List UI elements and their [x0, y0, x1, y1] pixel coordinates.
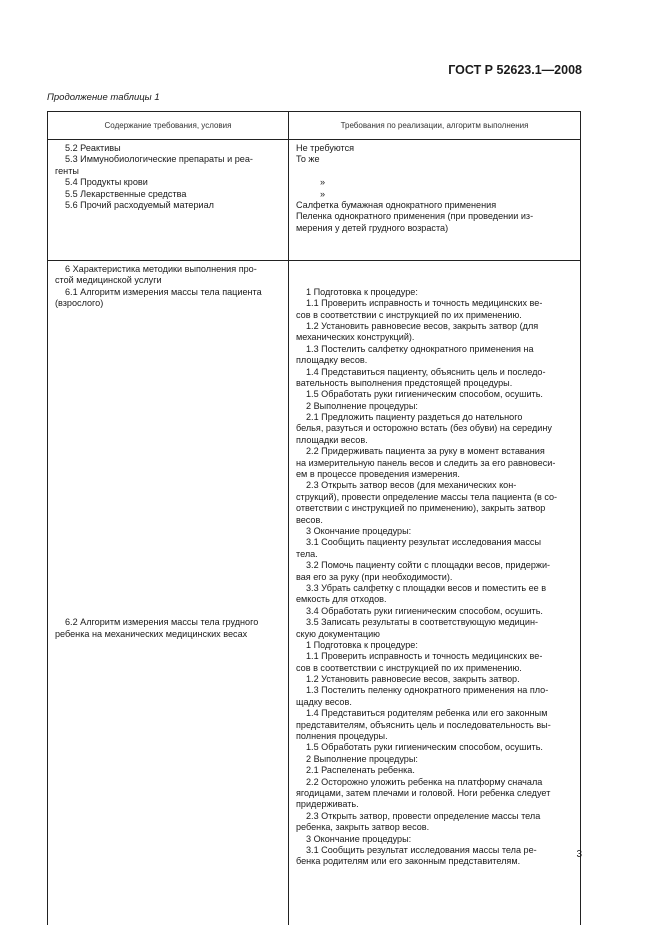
text-line: струкций), провести определение массы тела пациента (в со-: [296, 491, 558, 502]
text-line: 5.4 Продукты крови: [65, 177, 148, 188]
text-line: 3.3 Убрать салфетку с площадки весов и поместить ее в: [306, 582, 547, 593]
text-line: площадку весов.: [296, 355, 368, 366]
table-caption: Продолжение таблицы 1: [47, 92, 160, 103]
text-line: 1.2 Установить равновесие весов, закрыть затвор (для: [306, 320, 539, 331]
text-line: мерения у детей грудного возраста): [296, 222, 449, 233]
text-line: 6.2 Алгоритм измерения массы тела грудного: [65, 617, 259, 628]
table-header-row: [48, 112, 580, 140]
text-line: скую документацию: [296, 628, 380, 639]
text-line: емкость для отходов.: [296, 594, 387, 605]
page-number: 3: [576, 849, 582, 860]
text-line: 5.3 Иммунобиологические препараты и реа-: [65, 154, 253, 165]
text-line: Салфетка бумажная однократного применения: [296, 199, 497, 210]
text-line: 3 Окончание процедуры:: [306, 833, 412, 844]
text-line: 2 Выполнение процедуры:: [306, 753, 418, 764]
requirements-table: [47, 111, 581, 925]
text-line: 1.3 Постелить пеленку однократного применения на пло-: [306, 685, 549, 696]
text-line: 1.5 Обработать руки гигиеническим способом, осушить.: [306, 742, 543, 753]
text-line: 2.3 Открыть затвор, провести определение массы тела: [306, 810, 541, 821]
text-line: 5.6 Прочий расходуемый материал: [65, 199, 214, 210]
text-line: представителям, объяснить цель и последовательность вы-: [296, 719, 551, 730]
text-line: 1.4 Представиться пациенту, объяснить цель и последо-: [306, 366, 546, 377]
text-line: сов в соответствии с инструкцией по их применению.: [296, 309, 522, 320]
text-line: 5.5 Лекарственные средства: [65, 188, 187, 199]
text-line: »: [320, 188, 326, 199]
table-row-methodology: [48, 261, 580, 925]
text-line: механических конструкций).: [296, 332, 415, 343]
text-line: ягодицами, затем плечами и головой. Ноги ребенка следует: [296, 787, 551, 798]
text-line: 3.4 Обработать руки гигиеническим способом, осушить.: [306, 605, 543, 616]
materials-requirements-cell: [289, 140, 580, 260]
text-line: стой медицинской услуги: [55, 275, 162, 286]
text-line: 2.1 Распеленать ребенка.: [306, 765, 415, 776]
text-line: тела.: [296, 548, 318, 559]
text-line: на измерительную панель весов и следить за его равновеси-: [296, 457, 556, 468]
text-line: вая его за руку (при необходимости).: [296, 571, 453, 582]
text-line: [296, 166, 573, 177]
text-line: 3.1 Сообщить пациенту результат исследования массы: [306, 537, 541, 548]
text-line: 2 Выполнение процедуры:: [306, 400, 418, 411]
text-line: весов.: [296, 514, 323, 525]
text-line: 1.1 Проверить исправность и точность медицинских ве-: [306, 298, 543, 309]
col2-header: Требования по реализации, алгоритм выполнения: [340, 121, 529, 130]
col1-header: Содержание требования, условия: [48, 112, 289, 139]
text-line: 1.1 Проверить исправность и точность медицинских ве-: [306, 651, 543, 662]
text-line: 1 Подготовка к процедуре:: [306, 639, 418, 650]
text-line: 3.5 Записать результаты в соответствующую медицин-: [306, 617, 539, 628]
text-line: ребенка, закрыть затвор весов.: [296, 822, 430, 833]
text-line: Пеленка однократного применения (при проведении из-: [296, 211, 534, 222]
text-line: ответствии с инструкцией по применению), закрыть затвор: [296, 503, 546, 514]
text-line: 1.2 Установить равновесие весов, закрыть затвор.: [306, 674, 520, 685]
text-line: бенка родителям или его законным представителям.: [296, 856, 521, 867]
text-line: 3.1 Сообщить результат исследования массы тела ре-: [306, 844, 537, 855]
text-line: придерживать.: [296, 799, 359, 810]
text-line: »: [320, 177, 326, 188]
materials-conditions-cell: [48, 140, 289, 260]
text-line: 1.3 Постелить салфетку однократного применения на: [306, 343, 534, 354]
document-code: ГОСТ Р 52623.1—2008: [448, 63, 582, 77]
text-line: ем в процессе проведения измерения.: [296, 469, 460, 480]
text-line: 2.2 Осторожно уложить ребенка на платформу сначала: [306, 776, 543, 787]
text-line: 6 Характеристика методики выполнения про-: [65, 264, 257, 274]
text-line: 2.1 Предложить пациенту раздеться до нательного: [306, 412, 523, 423]
methodology-conditions-cell: [48, 261, 289, 925]
text-line: 6.1 Алгоритм измерения массы тела пациента: [65, 286, 262, 297]
text-line: генты: [55, 165, 79, 176]
text-line: 1 Подготовка к процедуре:: [306, 286, 418, 297]
text-line: полнения процедуры.: [296, 731, 388, 742]
text-line: Не требуются: [296, 143, 355, 153]
text-line: 2.2 Придерживать пациента за руку в момент вставания: [306, 446, 545, 457]
text-line: 3 Окончание процедуры:: [306, 525, 412, 536]
text-line: ребенка на механических медицинских весах: [55, 628, 248, 639]
text-line: 3.2 Помочь пациенту сойти с площадки весов, придержи-: [306, 560, 551, 571]
text-line: белья, разуться и осторожно встать (без обуви) на середину: [296, 423, 552, 434]
table-row-materials: [48, 140, 580, 261]
text-line: 1.5 Обработать руки гигиеническим способом, осушить.: [306, 389, 543, 400]
text-line: 2.3 Открыть затвор весов (для механических кон-: [306, 480, 517, 491]
text-line: 5.2 Реактивы: [65, 143, 121, 153]
text-line: сов в соответствии с инструкцией по их применению.: [296, 662, 522, 673]
text-line: площадки весов.: [296, 434, 368, 445]
text-line: 1.4 Представиться родителям ребенка или его законным: [306, 708, 548, 719]
text-line: То же: [296, 154, 320, 165]
text-line: щадку весов.: [296, 696, 352, 707]
text-line: (взрослого): [55, 298, 104, 309]
text-line: вательность выполнения предстоящей процедуры.: [296, 377, 513, 388]
methodology-algorithm-cell: [289, 261, 580, 925]
